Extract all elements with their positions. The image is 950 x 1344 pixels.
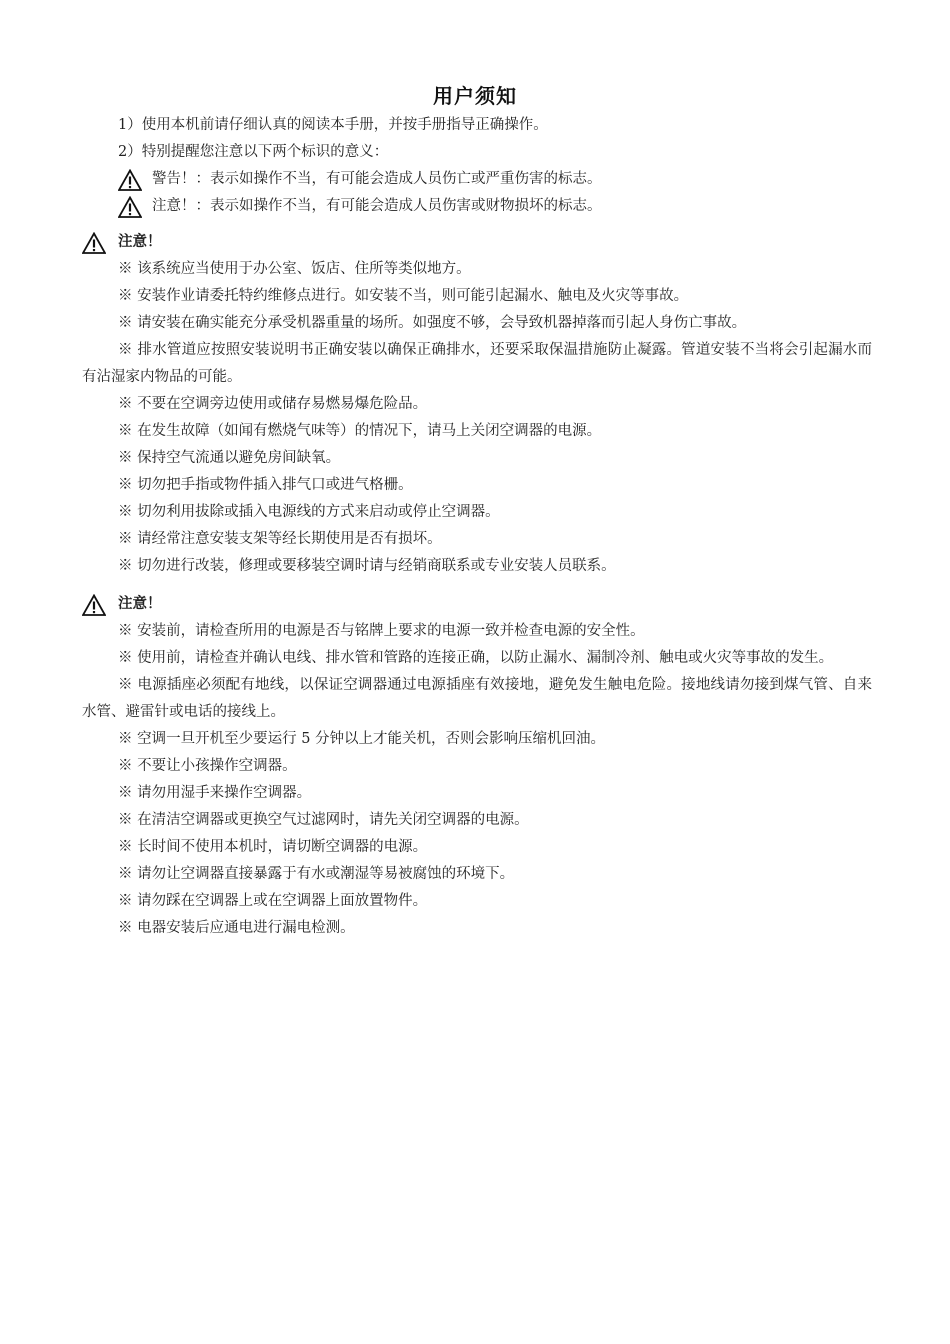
list-item: ※ 该系统应当使用于办公室、饭店、住所等类似地方。 [118,261,471,277]
list-item: ※ 安装前，请检查所用的电源是否与铭牌上要求的电源一致并检查电源的安全性。 [118,623,645,639]
page-title: 用户须知 [433,84,517,108]
warning-triangle-icon [82,594,106,616]
section-1 [82,229,872,580]
list-item: ※ 在发生故障（如闻有燃烧气味等）的情况下，请马上关闭空调器的电源。 [118,423,602,439]
section-2 [82,591,872,942]
list-item: ※ 安装作业请委托特约维修点进行。如安装不当，则可能引起漏水、触电及火灾等事故。 [118,288,689,304]
caution-meaning-text: 注意！：表示如操作不当，有可能会造成人员伤害或财物损坏的标志。 [152,198,602,214]
warning-meaning-text: 警告！：表示如操作不当，有可能会造成人员伤亡或严重伤害的标志。 [152,171,602,187]
section-1-heading-text: 注意！ [118,234,162,250]
list-item: ※ 请勿踩在空调器上或在空调器上面放置物件。 [118,893,428,909]
list-item: ※ 切勿利用拔除或插入电源线的方式来启动或停止空调器。 [118,504,500,520]
intro-line-1: 1）使用本机前请仔细认真的阅读本手册，并按手册指导正确操作。 [118,117,548,133]
section-2-heading [82,591,872,618]
list-item: ※ 使用前，请检查并确认电线、排水管和管路的连接正确，以防止漏水、漏制冷剂、触电或火灾等事故的发生。 [118,650,834,666]
intro-block [82,112,872,220]
list-item: ※ 切勿把手指或物件插入排气口或进气格栅。 [118,477,413,493]
warning-triangle-icon [82,232,106,254]
list-item: ※ 请勿用湿手来操作空调器。 [118,785,312,801]
list-item: ※ 长时间不使用本机时，请切断空调器的电源。 [118,839,428,855]
warning-triangle-icon [118,169,142,191]
list-item: ※ 排水管道应按照安装说明书正确安装以确保正确排水，还要采取保温措施防止凝露。管道安装不当将会引起漏水而有沾湿家内物品的可能。 [82,342,872,385]
list-item: ※ 不要让小孩操作空调器。 [118,758,297,774]
warning-meaning-row [82,166,872,193]
list-item: ※ 切勿进行改装，修理或要移装空调时请与经销商联系或专业安装人员联系。 [118,558,616,574]
list-item: ※ 请勿让空调器直接暴露于有水或潮湿等易被腐蚀的环境下。 [118,866,515,882]
list-item: ※ 不要在空调旁边使用或储存易燃易爆危险品。 [118,396,428,412]
list-item: ※ 电源插座必须配有地线，以保证空调器通过电源插座有效接地，避免发生触电危险。接地线请勿接到煤气管、自来水管、避雷针或电话的接线上。 [82,677,872,720]
list-item: ※ 空调一旦开机至少要运行 5 分钟以上才能关机，否则会影响压缩机回油。 [118,731,606,747]
caution-triangle-icon [118,196,142,218]
section-1-heading [82,229,872,256]
list-item: ※ 请安装在确实能充分承受机器重量的场所。如强度不够，会导致机器掉落而引起人身伤亡事故。 [118,315,747,331]
list-item: ※ 保持空气流通以避免房间缺氧。 [118,450,341,466]
caution-meaning-row [82,193,872,220]
list-item: ※ 请经常注意安装支架等经长期使用是否有损坏。 [118,531,442,547]
list-item: ※ 在清洁空调器或更换空气过滤网时，请先关闭空调器的电源。 [118,812,529,828]
section-2-heading-text: 注意！ [118,596,162,612]
list-item: ※ 电器安装后应通电进行漏电检测。 [118,920,355,936]
intro-line-2: 2）特别提醒您注意以下两个标识的意义： [118,144,389,160]
